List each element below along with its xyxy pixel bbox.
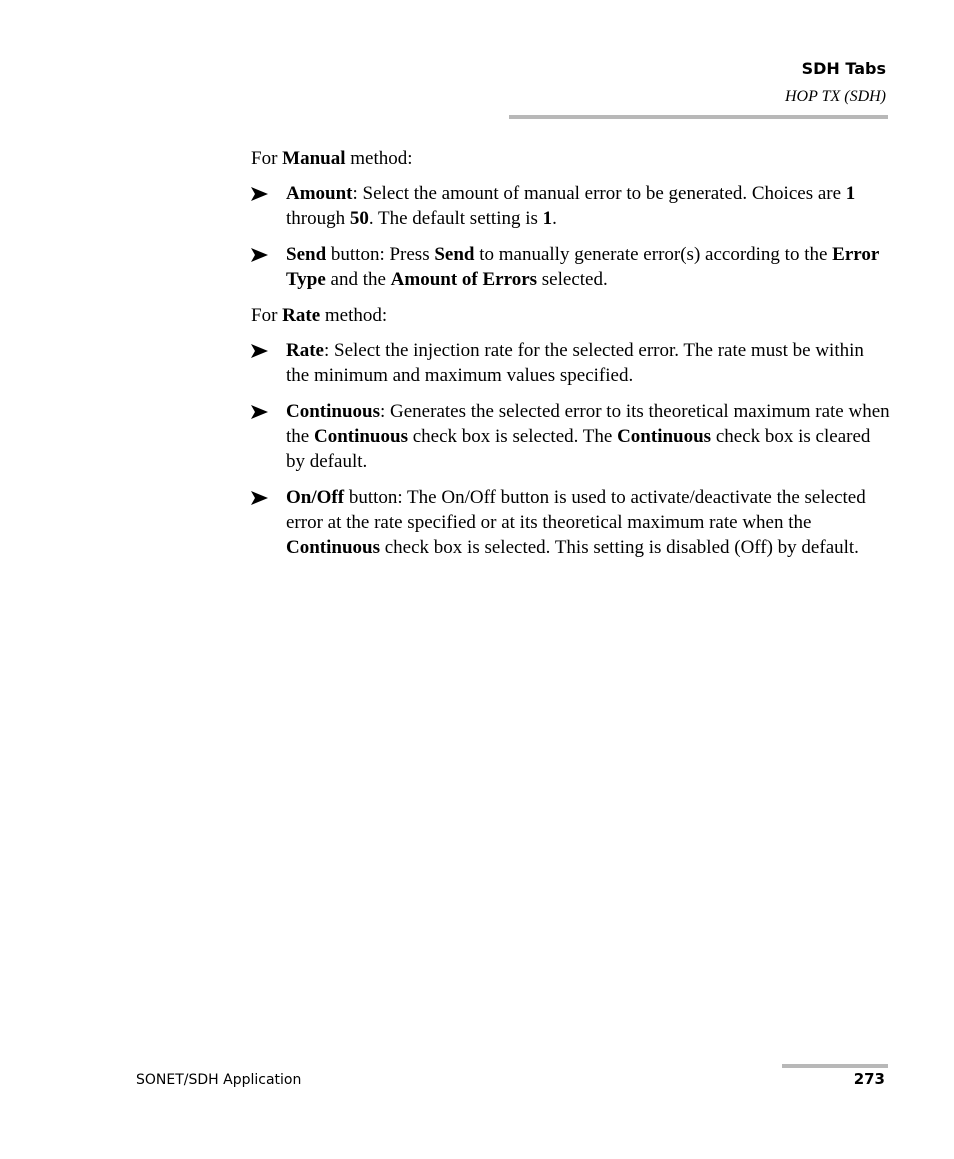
arrow-bullet-icon — [251, 181, 271, 206]
arrow-bullet-icon — [251, 399, 271, 424]
header-rule — [509, 115, 888, 119]
arrow-bullet-icon — [251, 485, 271, 510]
manual-method-intro: For Manual method: — [251, 148, 413, 169]
main-content — [251, 146, 891, 571]
section-title: SDH Tabs — [801, 59, 886, 78]
footer-doc-title: SONET/SDH Application — [136, 1072, 302, 1088]
list-item-on-off: On/Off button: The On/Off button is used to activate/deactivate the selected error at the rate specified or at its theoretical maximum rate when the Continuous check box is selected. This setting is disabled (Off) by default. — [251, 485, 891, 560]
section-subtitle: HOP TX (SDH) — [784, 88, 886, 105]
list-item-rate: Rate: Select the injection rate for the selected error. The rate must be within the minimum and maximum values specified. — [251, 338, 891, 388]
arrow-bullet-icon — [251, 242, 271, 267]
list-item-amount: Amount: Select the amount of manual error to be generated. Choices are 1 through 50. The default setting is 1. — [251, 181, 891, 231]
running-header — [785, 58, 886, 108]
list-item-continuous: Continuous: Generates the selected error to its theoretical maximum rate when the Continuous check box is selected. The Continuous check box is cleared by default. — [251, 399, 891, 474]
arrow-bullet-icon — [251, 338, 271, 363]
page-number: 273 — [853, 1070, 885, 1088]
rate-method-intro: For Rate method: — [251, 305, 388, 326]
list-item-send: Send button: Press Send to manually generate error(s) according to the Error Type and the Amount of Errors selected. — [251, 242, 891, 292]
